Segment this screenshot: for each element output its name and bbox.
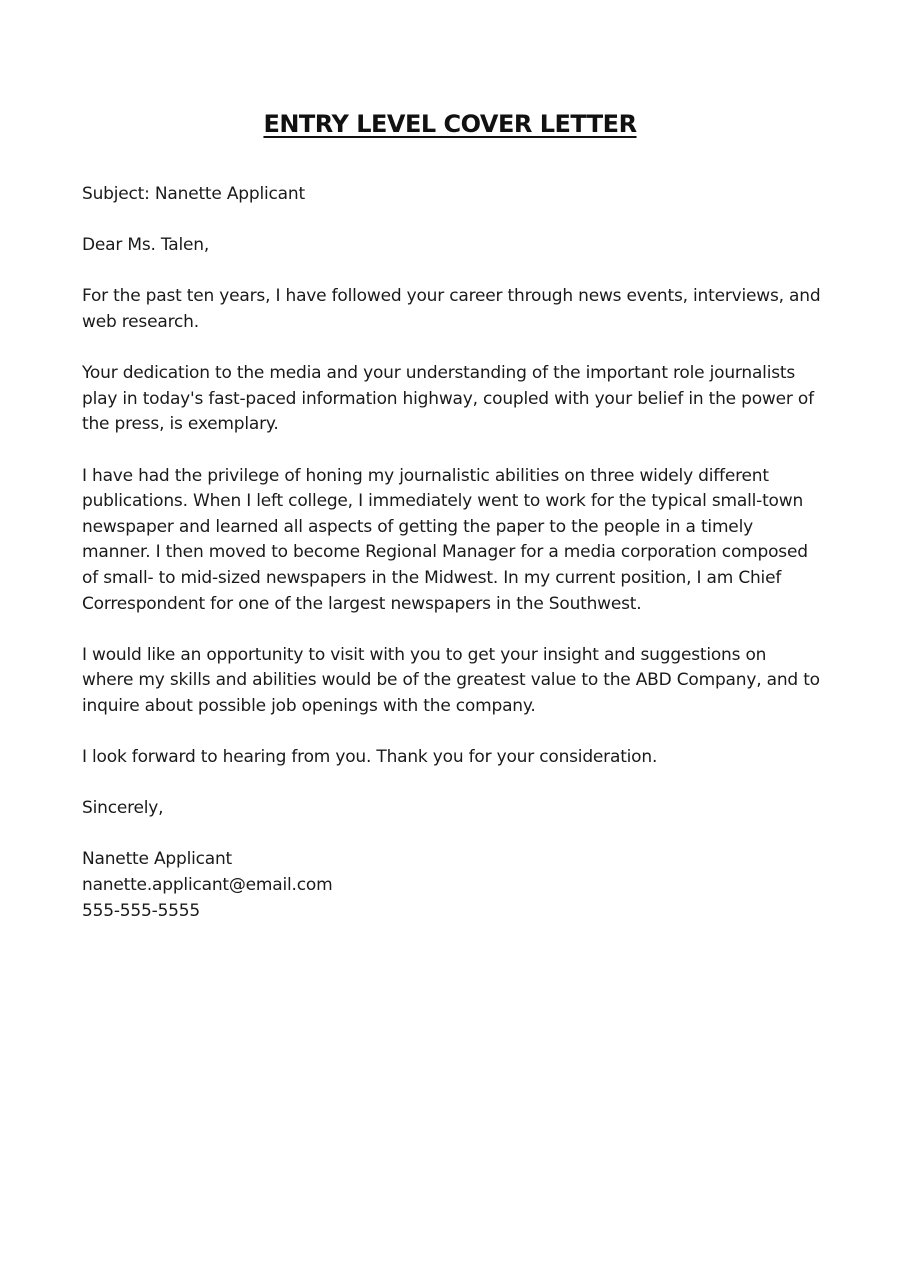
paragraph-experience: I have had the privilege of honing my journalistic abilities on three widely different publications. When I left college, I immediately went to work for the typical small-town newspaper and learned all aspects of getting the paper to the people in a timely manner. I then moved to become Regional Manager for a media corporation composed of small- to mid-sized newspapers in the Midwest. In my current position, I am Chief Correspondent for one of the largest newspapers in the Southwest. — [82, 465, 808, 614]
signature-phone: 555-555-5555 — [82, 900, 201, 921]
letter-body — [82, 182, 822, 950]
signature-name: Nanette Applicant — [82, 849, 233, 870]
paragraph-request: I would like an opportunity to visit with you to get your insight and suggestions on where my skills and abilities would be of the greatest value to the ABD Company, and to inquire about possible job openings with the company. — [82, 644, 820, 716]
subject-line: Subject: Nanette Applicant — [82, 184, 305, 204]
paragraph-dedication: Your dedication to the media and your understanding of the important role journalists play in today's fast-paced information highway, coupled with your belief in the power of the press, is exemplary. — [82, 363, 814, 435]
signature-email: nanette.applicant@email.com — [82, 875, 333, 896]
page-title: ENTRY LEVEL COVER LETTER — [263, 110, 637, 138]
paragraph-intro: For the past ten years, I have followed your career through news events, interviews, and web research. — [82, 286, 821, 332]
closing: Sincerely, — [82, 798, 164, 819]
salutation: Dear Ms. Talen, — [82, 235, 210, 256]
paragraph-thanks: I look forward to hearing from you. Thank you for your consideration. — [82, 747, 658, 768]
signature-block — [82, 847, 822, 924]
